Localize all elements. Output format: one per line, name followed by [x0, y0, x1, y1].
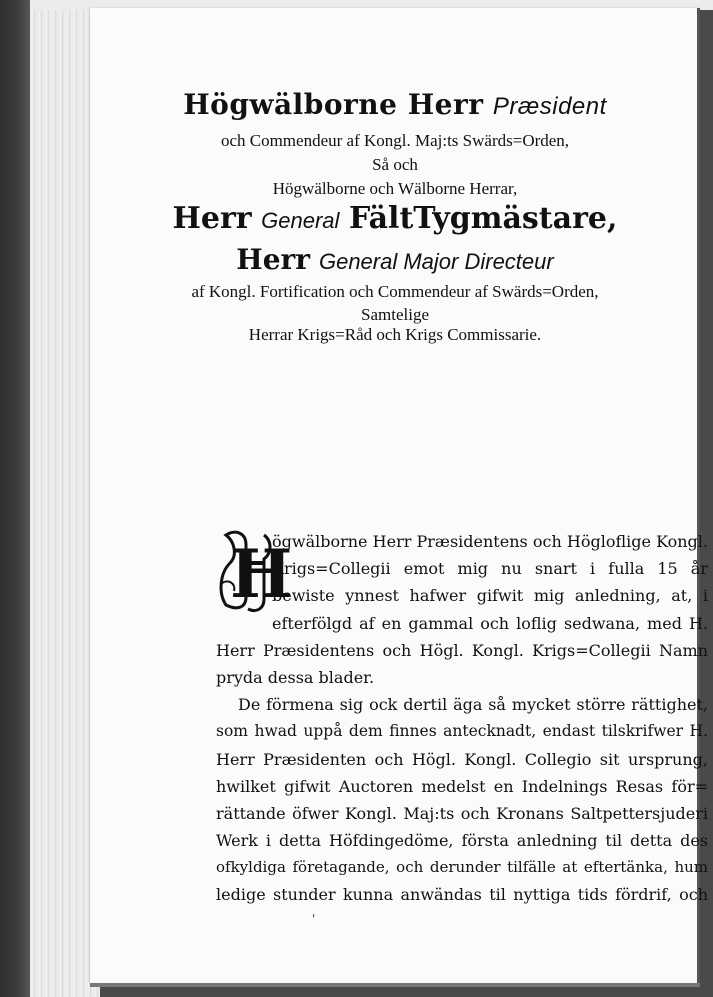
dedication-line-1 — [90, 88, 700, 121]
dedication-blackletter: Herr — [236, 243, 311, 276]
dedication-line-7: af Kongl. Fortification och Commendeur af Swärds=Orden, — [191, 282, 599, 301]
page-bottom-border — [90, 983, 700, 987]
body-line: ledige stunder kunna anwändas til nyttiga tids fördrif, och — [216, 885, 708, 905]
body-line: Werk i detta Höfdingedöme, första anledning til detta des — [216, 831, 708, 851]
page-mark: ' — [312, 912, 316, 926]
drop-cap-letter: H — [230, 535, 293, 613]
body-line: som hwad uppå dem finnes antecknadt, endast tilskrifwer H. — [216, 722, 708, 741]
body-line: pryda dessa blader. — [216, 667, 375, 687]
dedication-italic: Præsident — [492, 93, 607, 120]
dedication-line-2: och Commendeur af Kongl. Maj:ts Swärds=Orden, — [220, 131, 570, 150]
body-line: Krigs=Collegii emot mig nu snart i fulla 15 år — [272, 559, 708, 579]
dedication-italic: General Major Directeur — [318, 249, 554, 274]
body-line: efterfölgd af en gammal och loflig sedwana, med H. — [272, 613, 708, 633]
body-line: ofkyldiga företagande, och derunder tilfälle at eftertänka, hum — [216, 858, 708, 877]
body-line: De förmena sig ock dertil äga så mycket större rättighet, — [238, 695, 708, 715]
body-line: Herr Præsidentens och Högl. Kongl. Krigs=Collegii Namn — [216, 640, 708, 660]
dedication-blackletter: Herr — [172, 201, 252, 236]
dedication-line-5 — [90, 201, 700, 236]
book-spine-shadow — [0, 0, 30, 997]
dedication-line-9: Herrar Krigs=Råd och Krigs Commissarie. — [248, 325, 542, 344]
body-line: hwilket gifwit Auctoren medelst en Indelnings Resas för= — [216, 776, 708, 796]
body-line: bewiste ynnest hafwer gifwit mig anledning, at, i — [272, 586, 708, 606]
dedication-line-4: Högwälborne och Wälborne Herrar, — [272, 179, 518, 198]
dedication-blackletter: FältTygmästare, — [348, 201, 618, 236]
body-line: ögwälborne Herr Præsidentens och Högloflige Kongl. — [272, 532, 708, 551]
dedication-italic: General — [261, 208, 340, 233]
body-line: Herr Præsidenten och Högl. Kongl. Collegio sit ursprung, — [216, 749, 708, 769]
dedication-blackletter: Högwälborne Herr — [183, 88, 484, 121]
dedication-line-8: Samtelige — [361, 305, 429, 324]
dedication-line-6 — [90, 243, 700, 276]
dedication-line-3: Så och — [372, 155, 418, 174]
body-paragraph — [216, 528, 708, 909]
body-line: rättande öfwer Kongl. Maj:ts och Kronans Saltpettersjuderi — [216, 803, 708, 823]
